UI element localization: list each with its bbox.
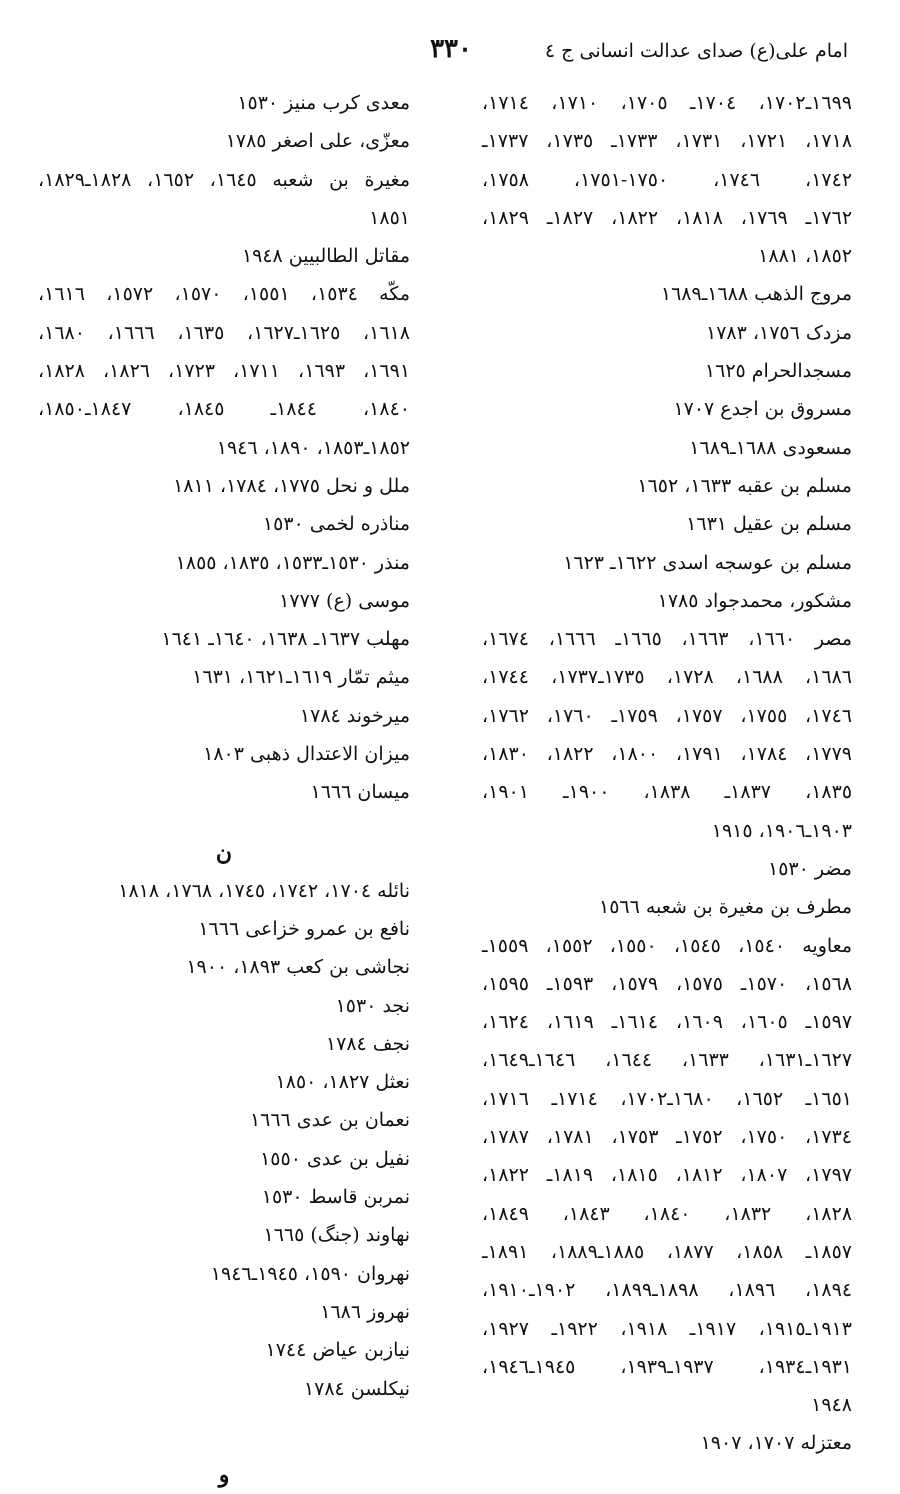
index-entry: ١٧٤٢، ١٧٤٦، ١٧٥٠-١٧٥١، ١٧٥٨، — [482, 168, 853, 191]
index-entry: ١٨٣٥، ١٨٣٧ـ ١٨٣٨، ١٩٠٠ـ ١٩٠١، — [482, 781, 853, 804]
index-entry: ملل و نحل ١٧٧٥، ١٧٨٤، ١٨١١ — [173, 474, 410, 497]
running-title: امام علی(ع) صدای عدالت انسانی ج ٤ — [544, 40, 848, 62]
index-entry: مناذره لخمی ١٥٣٠ — [262, 513, 410, 536]
index-entry: موسی (ع) ١٧٧٧ — [279, 589, 410, 612]
page-header — [0, 32, 900, 76]
index-entry: نیازبن عیاض ١٧٤٤ — [265, 1339, 410, 1362]
index-entry: مهلب ١٦٣٧ـ ١٦٣٨، ١٦٤٠ـ ١٦٤١ — [161, 628, 410, 651]
index-entry: ١٨٩٤، ١٨٩٦، ١٨٩٨ـ١٨٩٩، ١٩٠٢ـ١٩١٠، — [482, 1279, 853, 1302]
index-entry: مزدک ١٧٥٦، ١٧٨٣ — [706, 321, 852, 344]
index-column-left — [38, 84, 410, 1494]
index-entry: مشکور، محمدجواد ١٧٨٥ — [657, 589, 852, 612]
index-entry: میثم تمّار ١٦١٩ـ١٦٢١، ١٦٣١ — [192, 666, 410, 689]
index-entry: ١٧٣٤، ١٧٥٠، ١٧٥٢ـ ١٧٥٣، ١٧٨١، ١٧٨٧، — [482, 1126, 852, 1149]
index-group-mim-continued — [38, 84, 410, 812]
index-entry: ١٦٢٧ـ١٦٣١، ١٦٣٣، ١٦٤٤، ١٦٤٦ـ١٦٤٩، — [482, 1049, 853, 1072]
index-entry: نجاشی بن کعب ١٨٩٣، ١٩٠٠ — [186, 956, 410, 979]
index-entry: نعثل ١٨٢٧، ١٨٥٠ — [275, 1071, 410, 1094]
section-letter-nun: ن — [215, 839, 233, 866]
index-entry: مروج الذهب ١٦٨٨ـ١٦٨٩ — [660, 283, 852, 306]
index-entry: ١٩٤٨ — [811, 1394, 852, 1417]
index-entry: مسلم بن عقبه ١٦٣٣، ١٦٥٢ — [637, 474, 852, 497]
index-entry: میزان الاعتدال ذهبی ١٨٠٣ — [203, 743, 410, 766]
index-entry: نمربن قاسط ١٥٣٠ — [261, 1186, 410, 1209]
index-entry: ١٩٣١ـ١٩٣٤، ١٩٣٧ـ١٩٣٩، ١٩٤٥ـ١٩٤٦، — [482, 1355, 852, 1378]
index-entry: ١٩٠٣ـ١٩٠٦، ١٩١٥ — [711, 819, 852, 842]
index-entry: ١٧١٨، ١٧٢١، ١٧٣١، ١٧٣٣ـ ١٧٣٥، ١٧٣٧ـ — [482, 130, 853, 153]
index-entry: ١٨٢٨، ١٨٣٢، ١٨٤٠، ١٨٤٣، ١٨٤٩، — [482, 1202, 853, 1225]
index-entry: نهروز ١٦٨٦ — [320, 1300, 410, 1323]
index-entry: ١٧٦٢ـ ١٧٦٩، ١٨١٨، ١٨٢٢، ١٨٢٧ـ ١٨٢٩، — [482, 206, 853, 229]
index-entry: مسجدالحرام ١٦٢٥ — [704, 360, 852, 383]
index-entry: مسلم بن عقیل ١٦٣١ — [686, 513, 852, 536]
index-entry: میرخوند ١٧٨٤ — [299, 704, 410, 727]
index-entry: مطرف بن مغیرة بن شعبه ١٥٦٦ — [599, 896, 852, 919]
index-entry: مغیرة بن شعبه ١٦٤٥، ١٦٥٢، ١٨٢٨ـ١٨٢٩، — [38, 168, 411, 191]
index-entry: نجد ١٥٣٠ — [335, 994, 410, 1017]
index-entry: ١٧٤٦، ١٧٥٥، ١٧٥٧، ١٧٥٩ـ ١٧٦٠، ١٧٦٢، — [482, 704, 852, 727]
index-entry: مقاتل الطالبیین ١٩٤٨ — [241, 245, 410, 268]
index-entry: مکّه ١٥٣٤، ١٥٥١، ١٥٧٠، ١٥٧٢، ١٦١٦، — [38, 283, 411, 306]
index-entry: ١٩١٣ـ١٩١٥، ١٩١٧ـ ١٩١٨، ١٩٢٢ـ ١٩٢٧، — [482, 1317, 852, 1340]
index-entry: ١٨٤٠، ١٨٤٤ـ ١٨٤٥، ١٨٤٧ـ١٨٥٠، — [38, 398, 410, 421]
index-entry: نجف ١٧٨٤ — [325, 1032, 410, 1055]
index-entry: ١٥٦٨، ١٥٧٠ـ ١٥٧٥، ١٥٧٩، ١٥٩٣ـ ١٥٩٥، — [482, 972, 853, 995]
index-column-right — [482, 84, 852, 1463]
index-entry: منذر ١٥٣٠ـ١٥٣٣، ١٨٣٥، ١٨٥٥ — [175, 551, 410, 574]
page-number: ٣٣٠ — [430, 34, 472, 64]
index-entry: نائله ١٧٠٤، ١٧٤٢، ١٧٤٥، ١٧٦٨، ١٨١٨ — [118, 879, 410, 902]
index-entry: مضر ١٥٣٠ — [767, 857, 852, 880]
index-entry: ١٧٩٧، ١٨٠٧، ١٨١٢، ١٨١٥، ١٨١٩ـ ١٨٢٢، — [482, 1164, 852, 1187]
index-entry: ١٨٥٧ـ ١٨٥٨، ١٨٧٧، ١٨٨٥ـ١٨٨٩، ١٨٩١ـ — [482, 1240, 852, 1263]
index-entry: نیکلسن ١٧٨٤ — [303, 1377, 410, 1400]
index-entry: معتزله ١٧٠٧، ١٩٠٧ — [700, 1432, 852, 1455]
index-entry: ١٦١٨، ١٦٢٥ـ١٦٢٧، ١٦٣٥، ١٦٦٦، ١٦٨٠، — [38, 321, 410, 344]
index-entry: ١٨٥٢ـ١٨٥٣، ١٨٩٠، ١٩٤٦ — [216, 436, 410, 459]
index-entry: نعمان بن عدی ١٦٦٦ — [249, 1109, 410, 1132]
index-entry: نافع بن عمرو خزاعی ١٦٦٦ — [198, 917, 410, 940]
index-entry: ١٦٥١ـ ١٦٥٢، ١٦٨٠ـ١٧٠٢، ١٧١٤ـ ١٧١٦، — [482, 1087, 852, 1110]
index-entry: ١٥٩٧ـ ١٦٠٥، ١٦٠٩، ١٦١٤ـ ١٦١٩، ١٦٢٤، — [482, 1011, 853, 1034]
section-letter-waw: و — [218, 1461, 230, 1488]
index-entry: ١٦٩٩ـ١٧٠٢، ١٧٠٤ـ ١٧٠٥، ١٧١٠، ١٧١٤، — [482, 92, 852, 114]
index-entry: میسان ١٦٦٦ — [310, 781, 410, 804]
index-entry: ١٨٥٢، ١٨٨١ — [758, 245, 852, 268]
index-entry: مصر ١٦٦٠، ١٦٦٣، ١٦٦٥ـ ١٦٦٦، ١٦٧٤، — [482, 628, 853, 651]
index-entry: نفیل بن عدی ١٥٥٠ — [260, 1147, 410, 1170]
index-group-nun — [38, 872, 410, 1408]
index-entry: نهروان ١٥٩٠، ١٩٤٥ـ١٩٤٦ — [210, 1262, 410, 1285]
index-entry: مسروق بن اجدع ١٧٠٧ — [673, 398, 852, 421]
index-entry: ١٧٧٩، ١٧٨٤، ١٧٩١، ١٨٠٠، ١٨٢٢، ١٨٣٠، — [482, 743, 853, 766]
index-entry: ١٦٩١، ١٦٩٣، ١٧١١، ١٧٢٣، ١٨٢٦، ١٨٢٨، — [38, 360, 411, 383]
index-entry: مسلم بن عوسجه اسدی ١٦٢٢ـ ١٦٢٣ — [563, 551, 852, 574]
index-entry: ١٦٨٦، ١٦٨٨، ١٧٢٨، ١٧٣٥ـ١٧٣٧، ١٧٤٤، — [482, 666, 852, 689]
index-entry: معزّی، علی اصغر ١٧٨٥ — [225, 130, 410, 153]
index-entry: معدی کرب منیز ١٥٣٠ — [237, 92, 410, 114]
index-entry: ١٨٥١ — [369, 206, 410, 229]
index-entry: مسعودی ١٦٨٨ـ١٦٨٩ — [689, 436, 852, 459]
index-entry: معاویه ١٥٤٠، ١٥٤٥، ١٥٥٠، ١٥٥٢، ١٥٥٩ـ — [482, 934, 853, 957]
index-entry: نهاوند (جنگ) ١٦٦٥ — [263, 1224, 410, 1247]
